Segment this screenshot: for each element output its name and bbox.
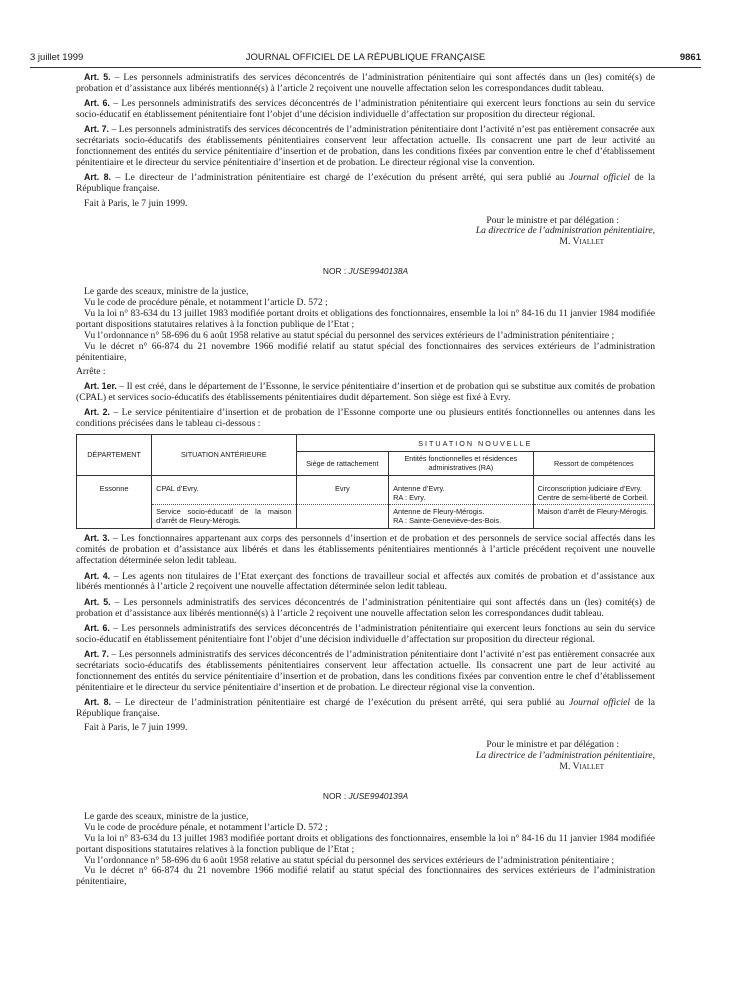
article-text: – Les personnels administratifs des services déconcentrés de l’administration pénitentiaire qui exercent leurs fonctions au sein du service socio-éducatif en établissement pénitentiaire font l’objet d’une décision individuelle d’affectation sur proposition du directeur régional. (76, 622, 656, 645)
cell-entites (389, 505, 534, 529)
entite-line: RA : Evry. (393, 492, 426, 502)
visa-ordonnance-58-696: Vu l’ordonnance n° 58-696 du 6 août 1958 relative au statut spécial du personnel des services extérieurs de l’administration pénitentiaire ; (84, 854, 615, 866)
ressort-line: Maison d’arrêt de Fleury-Mérogis. (537, 507, 649, 517)
article-6-top (76, 98, 655, 121)
article-label: Art. 8. (84, 697, 111, 708)
article-text: de la République française. (76, 697, 655, 720)
page-header (30, 52, 701, 66)
article-label: Art. 6. (84, 98, 110, 109)
nor-reference-2 (76, 791, 655, 802)
header-rule (30, 67, 701, 68)
article-text: – Les agents non titulaires de l’Etat exerçant des fonctions de travailleur social et affectés aux comités de probation et d’assistance aux libérés mentionnés à l’article 2 reçoivent une nouvelle affectation déterminée selon ledit tableau. (76, 570, 655, 593)
header-date: 3 juillet 1999 (30, 52, 84, 63)
ressort-line: Circonscription judiciaire d’Evry. (537, 483, 642, 493)
visa-minister: Le garde des sceaux, ministre de la justice, (84, 286, 249, 298)
nor-label: NOR : (322, 790, 349, 801)
nor-label: NOR : (322, 266, 349, 277)
article-label: Art. 8. (84, 172, 111, 183)
col-header-departement: DÉPARTEMENT (77, 435, 152, 475)
article-text: – Le directeur de l’administration pénitentiaire est chargé de l’exécution du présent arrêté, qui sera publié au (115, 697, 570, 709)
article-5-top (76, 72, 655, 95)
entite-line: Antenne d’Evry. (393, 483, 445, 493)
header-journal-title: JOURNAL OFFICIEL DE LA RÉPUBLIQUE FRANÇAISE (245, 52, 486, 63)
article-text: – Les personnels administratifs des services déconcentrés de l’administration pénitentiaire qui sont affectés dans un (les) comité(s) de probation et d’assistance aux libérés mentionné(s) à l’article 2 reçoivent une nouvelle affectation selon les correspondances dudit tableau. (76, 596, 655, 619)
signature-line: Pour le ministre et par délégation : (486, 739, 619, 751)
signature-title: La directrice de l’administration pénitentiaire, (475, 225, 655, 237)
header-page-number: 9861 (679, 52, 701, 63)
visa-ordonnance-58-696: Vu l’ordonnance n° 58-696 du 6 août 1958 relative au statut spécial du personnel des services extérieurs de l’administration pénitentiaire ; (84, 329, 615, 341)
cell-ressort (533, 505, 654, 529)
page-body (76, 72, 655, 888)
article-label: Art. 3. (84, 533, 110, 544)
article-label: Art. 7. (84, 649, 110, 660)
article-label: Art. 7. (84, 124, 110, 135)
article-text: – Les fonctionnaires appartenant aux corps des personnels d’insertion et de probation et des personnels de service social affectés dans les comités de probation et d’assistance aux libérés et dans les établissements pénitentiaires mentionnés à l’article précédent reçoivent une nouvelle affectation déterminée selon ledit tableau. (76, 533, 655, 567)
journal-officiel-ref: Journal officiel (569, 697, 631, 709)
situation-table (76, 434, 655, 529)
article-text: – Les personnels administratifs des services déconcentrés de l’administration pénitentiaire dont l’activité n’est pas entièrement consacrée aux secrétariats socio-éducatifs des établissements pénitentiaires conservent leur affectation actuelle. Ils consacrent une part de leur activité au fonctionnement des entités du service pénitentiaire d’insertion et de probation, dans les conditions fixées par convention entre le chef d’établissement pénitentiaire et le directeur du service pénitentiaire d’insertion et de probation. Le directeur régional vise la convention. (76, 124, 655, 169)
article-text: – Le service pénitentiaire d’insertion et de probation de l’Essonne comporte une ou plusieurs entités fonctionnelles ou antennes dans les conditions précisées dans le tableau ci-dessous : (76, 407, 655, 430)
article-text: – Les personnels administratifs des services déconcentrés de l’administration pénitentiaire dont l’activité n’est pas entièrement consacrée aux secrétariats socio-éducatifs des établissements pénitentiaires conservent leur affectation actuelle. Ils consacrent une part de leur activité au fonctionnement des entités du service pénitentiaire d’insertion et de probation, dans les conditions fixées par convention entre le chef d’établissement pénitentiaire et le directeur du service pénitentiaire d’insertion et de probation. Le directeur régional vise la convention. (76, 649, 655, 693)
visa-code-procedure: Vu le code de procédure pénale, et notamment l’article D. 572 ; (84, 821, 328, 833)
cell-siege: Evry (296, 475, 388, 504)
visa-decret-66-874: Vu le décret n° 66-874 du 21 novembre 1966 modifié relatif au statut spécial des fonctionnaires des services extérieurs de l’administration pénitentiaire, (76, 865, 655, 888)
article-3 (76, 533, 655, 567)
cell-anterieure: Service socio-éducatif de la maison d’arrêt de Fleury-Mérogis. (152, 505, 297, 529)
article-4 (76, 571, 655, 594)
signature-title: La directrice de l’administration pénitentiaire, (475, 750, 655, 762)
article-text: – Les personnels administratifs des services déconcentrés de l’administration pénitentiaire qui sont affectés dans un (les) comité(s) de probation et d’assistance aux libérés mentionné(s) à l’article 2 reçoivent une nouvelle affectation selon les correspondances dudit tableau. (76, 72, 655, 94)
col-header-ressort: Ressort de compétences (533, 452, 654, 475)
article-text: – Il est créé, dans le département de l’Essonne, le service pénitentiaire d’insertion et de probation qui se substitue aux comités de probation (CPAL) et services socio-éducatifs des établissements pénitentiaires dudit département. Son siège est fixé à Evry. (76, 381, 655, 404)
cell-departement: Essonne (77, 475, 152, 529)
visa-loi-83-634: Vu la loi n° 83-634 du 13 juillet 1983 modifiée portant droits et obligations des fonctionnaires, ensemble la loi n° 84-16 du 11 janvier 1984 modifiée portant dispositions statutaires relatives à la fonction publique de l’Etat ; (76, 832, 655, 855)
article-label: Art. 2. (84, 407, 110, 418)
nor-code: JUSE9940139A (348, 790, 409, 801)
signature-name: M. Viallet (559, 761, 604, 773)
article-5 (76, 597, 655, 620)
article-label: Art. 5. (84, 72, 111, 82)
entite-line: RA : Sainte-Geneviève-des-Bois. (393, 516, 502, 526)
cell-anterieure: CPAL d’Evry. (152, 475, 297, 504)
signature-block (76, 740, 655, 773)
visa-loi-83-634: Vu la loi n° 83-634 du 13 juillet 1983 modifiée portant droits et obligations des fonctionnaires, ensemble la loi n° 84-16 du 11 janvier 1984 modifiée portant dispositions statutaires relatives à la fonction publique de l’Etat ; (76, 307, 655, 330)
nor-reference-1 (76, 266, 655, 277)
table-row (77, 475, 655, 504)
fait-a-paris: Fait à Paris, le 7 juin 1999. (84, 722, 188, 734)
fait-a-paris-top: Fait à Paris, le 7 juin 1999. (84, 197, 188, 209)
table-row (77, 505, 655, 529)
journal-officiel-ref: Journal officiel (569, 172, 631, 184)
article-text: – Les personnels administratifs des services déconcentrés de l’administration pénitentiaire qui exercent leurs fonctions au sein du service socio-éducatif en établissement pénitentiaire font l’objet d’une décision individuelle d’affectation sur proposition du directeur régional. (76, 98, 656, 121)
visa-minister: Le garde des sceaux, ministre de la justice, (84, 810, 249, 822)
col-header-situation-nouvelle: SITUATION NOUVELLE (296, 435, 654, 452)
article-7 (76, 649, 655, 694)
visa-decret-66-874: Vu le décret n° 66-874 du 21 novembre 1966 modifié relatif au statut spécial des fonctionnaires des services extérieurs de l’administration pénitentiaire, (76, 340, 655, 363)
entite-line: Antenne de Fleury-Mérogis. (393, 507, 485, 517)
ressort-line: Centre de semi-liberté de Corbeil. (537, 492, 649, 502)
article-label: Art. 5. (84, 596, 111, 607)
table-header-row (77, 435, 655, 452)
article-label: Art. 4. (84, 570, 111, 581)
cell-entites (389, 475, 534, 504)
signature-name: M. Viallet (559, 236, 604, 248)
cell-siege (296, 505, 388, 529)
article-7-top (76, 124, 655, 169)
arrete-heading: Arrête : (76, 365, 106, 377)
article-label: Art. 1er. (84, 381, 117, 392)
signature-block-top (76, 216, 655, 249)
nor-code: JUSE9940138A (348, 266, 409, 277)
cell-ressort (533, 475, 654, 504)
article-1 (76, 381, 655, 404)
article-6 (76, 623, 655, 646)
signature-line: Pour le ministre et par délégation : (486, 214, 619, 226)
article-text: de la République française. (76, 172, 655, 195)
article-label: Art. 6. (84, 622, 110, 633)
visa-code-procedure: Vu le code de procédure pénale, et notamment l’article D. 572 ; (84, 297, 328, 309)
article-text: – Le directeur de l’administration pénitentiaire est chargé de l’exécution du présent arrêté, qui sera publié au (115, 172, 570, 184)
col-header-situation-anterieure: SITUATION ANTÉRIEURE (152, 435, 297, 475)
article-8 (76, 697, 655, 720)
article-8-top (76, 172, 655, 195)
article-2 (76, 407, 655, 430)
col-header-entites: Entités fonctionnelles et résidences administratives (RA) (389, 452, 534, 475)
col-header-siege: Siège de rattachement (296, 452, 388, 475)
